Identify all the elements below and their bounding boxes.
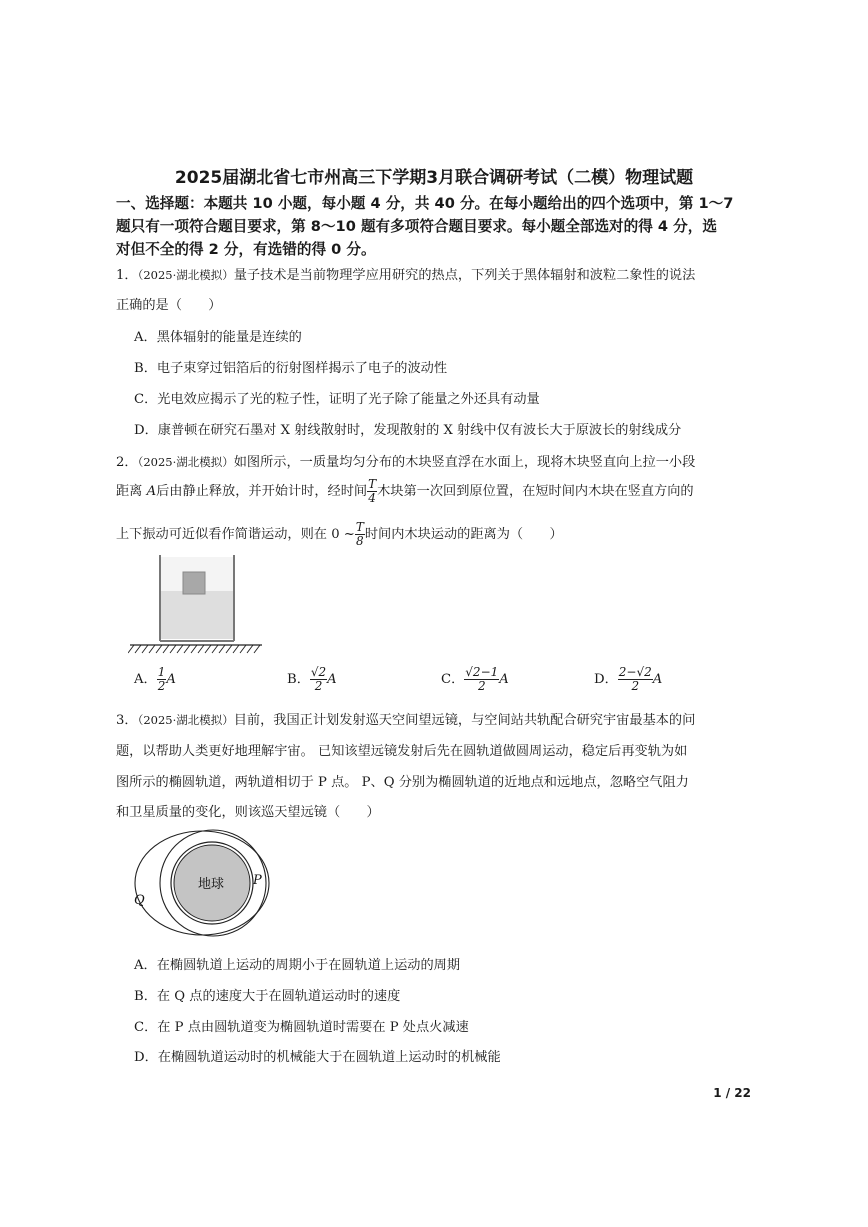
q3-source: （2025·湖北模拟） [137,713,234,727]
q2-line-1 [116,451,695,470]
orbit-figure [128,828,278,940]
ground-hatching [128,645,260,653]
q2-option-d: D． $\frac{2-√2}{2}$ A [594,665,663,693]
q2-number: 2． [116,455,138,470]
q2-option-c: C． $\frac{√2-1}{2}$ A [441,665,509,693]
section-line-1: 一、选择题：本题共 10 小题，每小题 4 分，共 40 分。在每小题给出的四个选项中，第 1～7 [116,195,734,212]
section-line-3: 对但不全的得 2 分，有选错的得 0 分。 [116,241,376,258]
water [160,591,234,639]
q2-option-b: B． $\frac{√2}{2}$ A [287,665,337,693]
earth-label: 地球 [198,877,225,892]
q1-stem-1: 量子技术是当前物理学应用研究的热点，下列关于黑体辐射和波粒二象性的说法 [233,268,696,283]
q2-line-2: 距离 A后由静止释放，并开始计时，经时间 $\frac{T}{4}$ 木块第一次回到原位置，在短时间内木块在竖直方向的 [116,477,694,505]
q3-line-3: 图所示的椭圆轨道，两轨道相切于 P 点。 P、Q 分别为椭圆轨道的近地点和远地点，忽略空气阻力 [116,775,689,790]
document-title: 2025届湖北省七市州高三下学期3月联合调研考试（二模）物理试题 [174,168,694,188]
fraction-t8: $\frac{T}{8}$ [355,520,364,548]
q1-option-d: D．康普顿在研究石墨对 X 射线散射时，发现散射的 X 射线中仅有波长大于原波长的射线成分 [134,423,682,438]
q2-source: （2025·湖北模拟） [137,455,234,469]
var-A: A [146,484,157,499]
q1-source: （2025·湖北模拟） [137,268,234,282]
q3-line-4: 和卫星质量的变化，则该巡天望远镜（ ） [116,805,380,820]
section-line-2: 题只有一项符合题目要求，第 8～10 题有多项符合题目要求。每小题全部选对的得 4 分，选 [116,218,717,235]
q1-option-c: C．光电效应揭示了光的粒子性，证明了光子除了能量之外还具有动量 [134,392,540,407]
q3-stem-1: 目前，我国正计划发射巡天空间望远镜，与空间站共轨配合研究宇宙最基本的问 [233,713,696,728]
point-p-label: P [253,873,262,888]
q3-line-2: 题，以帮助人类更好地理解宇宙。 已知该望远镜发射后先在圆轨道做圆周运动，稳定后再变轨为如 [116,744,688,759]
section-header [116,192,756,261]
q1-line-1 [116,264,695,283]
q1-option-b: B．电子束穿过铝箔后的衍射图样揭示了电子的波动性 [134,361,448,376]
q1-line-2: 正确的是（ ） [116,298,222,313]
q1-option-a: A．黑体辐射的能量是连续的 [134,330,302,345]
floating-block-figure [128,553,268,661]
q3-option-d: D．在椭圆轨道运动时的机械能大于在圆轨道上运动时的机械能 [134,1050,501,1065]
q3-option-b: B．在 Q 点的速度大于在圆轨道运动时的速度 [134,989,401,1004]
q1-number: 1． [116,268,138,283]
q3-number: 3． [116,713,138,728]
fraction-t4: $\frac{T}{4}$ [368,477,377,505]
q3-option-c: C．在 P 点由圆轨道变为椭圆轨道时需要在 P 处点火减速 [134,1020,469,1035]
q3-option-a: A．在椭圆轨道上运动的周期小于在圆轨道上运动的周期 [134,958,461,973]
point-q-label: Q [134,893,145,908]
wood-block [183,572,205,594]
q3-line-1 [116,709,695,728]
q2-line-3: 上下振动可近似看作简谐运动，则在 0 ~ $\frac{T}{8}$ 时间内木块运动的距离为（ ） [116,520,563,548]
page-number: 1 / 22 [713,1086,751,1100]
q2-stem-1: 如图所示，一质量均匀分布的木块竖直浮在水面上，现将木块竖直向上拉一小段 [233,455,696,470]
q2-option-a: A． $\frac{1}{2}$ A [134,665,176,693]
